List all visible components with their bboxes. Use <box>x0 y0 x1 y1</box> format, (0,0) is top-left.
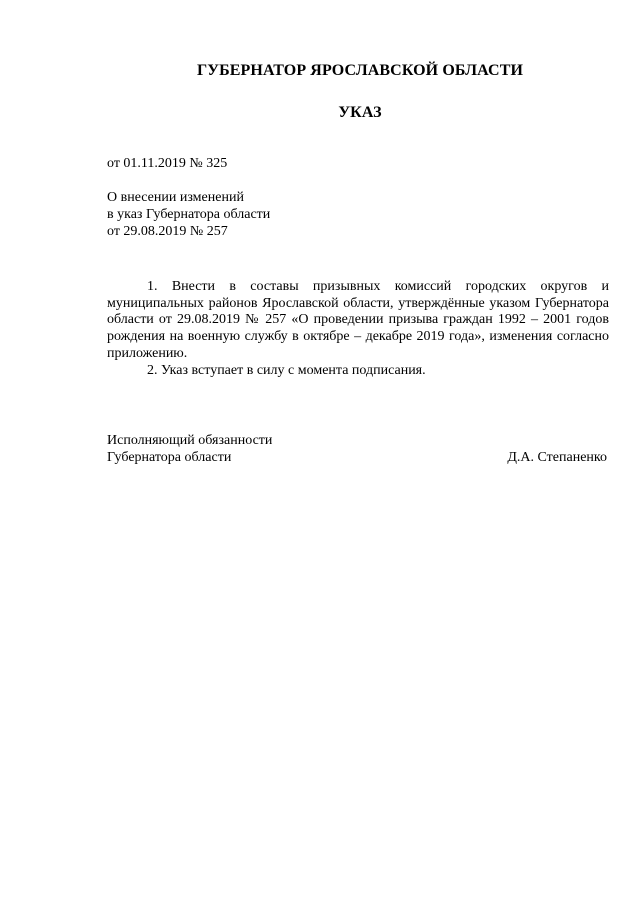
signatory-position-line-2: Губернатора области <box>107 450 232 465</box>
signatory-name: Д.А. Степаненко <box>507 450 607 465</box>
subject-line-1: О внесении изменений <box>107 190 244 205</box>
subject-line-2: в указ Губернатора области <box>107 207 271 222</box>
document-date-number: от 01.11.2019 № 325 <box>107 156 228 171</box>
decree-paragraph-1: 1. Внести в составы призывных комиссий городских округов и муниципальных районов Ярославской области, утверждённые указом Губернатора области от 29.08.2019 № 257 «О проведении призыва граждан 1992 – 2001 годов рождения на военную службу в октябре – декабре 2019 года», изменения согласно приложению. <box>107 279 609 361</box>
decree-paragraph-2: 2. Указ вступает в силу с момента подписания. <box>147 362 426 378</box>
issuing-authority-title: ГУБЕРНАТОР ЯРОСЛАВСКОЙ ОБЛАСТИ <box>196 62 524 79</box>
signatory-position-line-1: Исполняющий обязанности <box>107 433 273 448</box>
subject-line-3: от 29.08.2019 № 257 <box>107 224 228 239</box>
decree-body <box>107 279 609 379</box>
document-type-title: УКАЗ <box>338 104 382 121</box>
